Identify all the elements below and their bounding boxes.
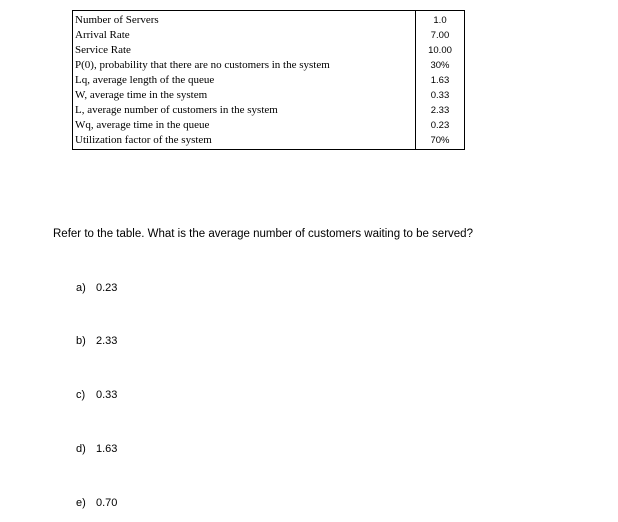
table-row-value-w: 0.33 (430, 90, 450, 101)
answer-option-c[interactable] (76, 389, 117, 401)
table-row-value-utilization: 70% (430, 135, 450, 146)
option-text: 0.23 (96, 282, 118, 294)
option-text: 2.33 (96, 335, 118, 347)
table-value-column (416, 11, 464, 149)
option-letter: e) (76, 497, 86, 509)
table-row-label-l: L, average number of customers in the system (75, 104, 278, 116)
table-row-label-wq: Wq, average time in the queue (75, 119, 210, 131)
table-row-label-p0: P(0), probability that there are no customers in the system (75, 59, 330, 71)
table-row-label-servers: Number of Servers (75, 14, 159, 26)
answer-option-e[interactable] (76, 497, 117, 509)
table-row-value-l: 2.33 (430, 105, 450, 116)
table-row-value-arrival-rate: 7.00 (430, 30, 450, 41)
answer-option-a[interactable] (76, 282, 117, 294)
answer-option-b[interactable] (76, 335, 117, 347)
option-text: 0.33 (96, 389, 118, 401)
table-row-value-wq: 0.23 (430, 120, 450, 131)
table-row-value-service-rate: 10.00 (428, 45, 452, 56)
option-letter: b) (76, 335, 86, 347)
table-row-value-lq: 1.63 (430, 75, 450, 86)
queue-results-table (72, 10, 465, 150)
table-row-label-utilization: Utilization factor of the system (75, 134, 212, 146)
table-row-label-w: W, average time in the system (75, 89, 208, 101)
option-letter: a) (76, 282, 86, 294)
table-label-column (73, 11, 416, 149)
option-text: 0.70 (96, 497, 118, 509)
option-letter: c) (76, 389, 86, 401)
table-row-value-servers: 1.0 (433, 15, 447, 26)
table-row-label-arrival-rate: Arrival Rate (75, 29, 130, 41)
table-row-label-lq: Lq, average length of the queue (75, 74, 215, 86)
question-text: Refer to the table. What is the average number of customers waiting to be served? (53, 228, 473, 240)
option-text: 1.63 (96, 443, 118, 455)
option-letter: d) (76, 443, 86, 455)
table-row-label-service-rate: Service Rate (75, 44, 131, 56)
answer-option-d[interactable] (76, 443, 117, 455)
table-row-value-p0: 30% (430, 60, 450, 71)
